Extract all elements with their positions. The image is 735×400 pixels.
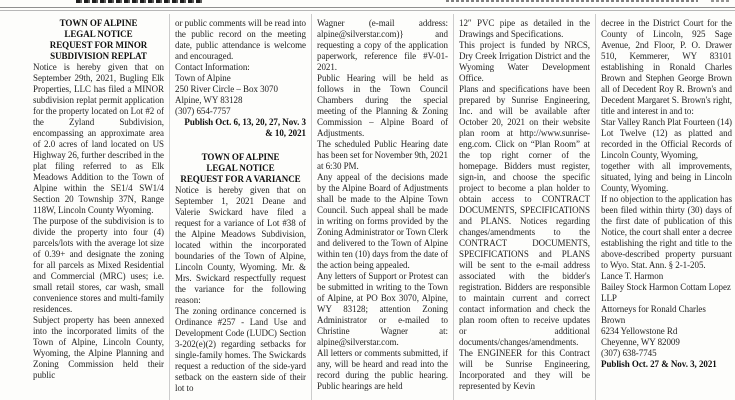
- address-line: Attorneys for Ronald Charles Brown: [601, 304, 706, 325]
- notice-paragraph: Star Valley Ranch Plat Fourteen (14) Lot Twelve (12) as platted and recorded in the Official Records of Lincoln County, Wyoming,: [601, 117, 732, 160]
- header-double-rule: [0, 7, 735, 11]
- notice-paragraph: The purpose of the subdivision is to divide the property into four (4) parcels/lots with the average lot size of 0.39+ and designate the zoning for all parcels as Mixed Residential and Commercial (MRC) uses; i.e. small retail stores, car wash, small convenience stores and multi-family residences.: [33, 216, 164, 314]
- newspaper-column: [33, 14, 164, 400]
- address-line: 250 River Circle – Box 3070: [175, 84, 278, 94]
- clipped-header-fragment-right: [446, 0, 698, 2]
- notice-heading: [33, 18, 164, 62]
- notice-paragraph: Plans and specifications have been prepared by Sunrise Engineering, Inc. and will be available after October 20, 2021 on their website plan room at http://www.sunrise-eng.com. Click on “Plan Room” at the top right corner of the homepage. Bidders must register, sign-in, and choose the specific project to become a plan holder to obtain access to CONTRACT DOCUMENTS, SPECIFICATIONS and PLANS. Notices regarding changes/amendments to the CONTRACT DOCUMENTS, SPECIFICATIONS and PLANS will be sent to the e-mail address associated with the bidder's registration. Bidders are responsible to maintain current and correct contact information and check the plan room often to receive updates or additional documents/changes/amendments. The ENGINEER for this Contract will be Sunrise Engineering, Incorporated and they will be represented by Kevin: [459, 84, 590, 391]
- notice-heading-line: TOWN OF ALPINE: [59, 18, 138, 28]
- notice-paragraph: Wagner (e-mail address: alpine@silverstar.com)} and requesting a copy of the application paperwork, reference file #V-01-2021.: [317, 18, 448, 72]
- address-line: (307) 638-7745: [601, 348, 657, 358]
- newspaper-column: [601, 14, 732, 400]
- notice-paragraph: or public comments will be read into the public record on the meeting date, public attendance is welcome and encouraged.: [175, 18, 306, 61]
- notice-paragraph: Public Hearing will be held as follows in the Town Council Chambers during the special meeting of the Planning & Zoning Commission – Alpine Board of Adjustments.: [317, 73, 448, 138]
- address-block: [175, 62, 306, 117]
- notice-paragraph: Subject property has been annexed into the incorporated limits of the Town of Alpine, Lincoln County, Wyoming, the Alpine Planning and Zoning Commission held their public: [33, 315, 164, 380]
- notice-paragraph: decree in the District Court for the County of Lincoln, 925 Sage Avenue, 2nd Floor, P. O. Drawer 510, Kemmerer, WY 83101 establishing in Ronald Charles Brown and Stephen George Brown all of Decedent Roy R. Brown's and Decedent Margaret S. Brown's right, title and interest in and to:: [601, 18, 732, 116]
- address-line: 6234 Yellowstone Rd: [601, 326, 678, 336]
- address-line: Town of Alpine: [175, 73, 231, 83]
- notice-heading-line: LEGAL NOTICE: [206, 163, 275, 173]
- notice-paragraph: If no objection to the application has been filed within thirty (30) days of the first date of publication of this Notice, the court shall enter a decree establishing the right and title to the above-described property pursuant to Wyo. Stat. Ann. § 2-1-205.: [601, 194, 732, 270]
- address-block: [601, 271, 732, 359]
- publish-line: Publish Oct. 6, 13, 20, 27, Nov. 3 & 10, 2021: [184, 117, 306, 138]
- clipped-header-fragment-left: [76, 0, 204, 3]
- notice-paragraph: This project is funded by NRCS, Dry Creek Irrigation District and the Wyoming Water Development Office.: [459, 40, 590, 83]
- address-line: (307) 654-7757: [175, 106, 231, 116]
- notice-heading-line: LEGAL NOTICE: [64, 29, 133, 39]
- address-line: Bailey Stock Harmon Cottam Lopez LLP: [601, 282, 731, 303]
- notice-paragraph: Any appeal of the decisions made by the Alpine Board of Adjustments shall be made to the Alpine Town Council. Such appeal shall be made in writing on forms provided by the Zoning Administrator or Town Clerk and delivered to the Town of Alpine within ten (10) days from the date of the action being appealed.: [317, 172, 448, 270]
- column-rule: [453, 14, 454, 400]
- notice-paragraph: Notice is hereby given that on September 29th, 2021, Bugling Elk Properties, LLC has filed a MINOR subdivision replat permit application for the property located on Lot #2 of the Zyland Subdivision, encompassing an approximate area of 2.0 acres of land located on US Highway 26, further described in the plat filing referred to as Elk Meadows Addition to the Town of Alpine within the SE1/4 SW1/4 Section 20 Township 37N, Range 118W, Lincoln County Wyoming.: [33, 62, 164, 215]
- newspaper-column: [317, 14, 448, 400]
- address-line: Lance T. Harmon: [601, 271, 664, 281]
- publish-line: Publish Oct. 27 & Nov. 3, 2021: [601, 359, 717, 369]
- notice-heading: [175, 152, 306, 185]
- address-line: Cheyenne, WY 82009: [601, 337, 680, 347]
- legal-notices-columns: [33, 14, 732, 400]
- column-rule: [595, 14, 596, 400]
- notice-paragraph: Notice is hereby given that on September 1, 2021 Deane and Valerie Swickard have filed a request for a variance of Lot #38 of the Alpine Meadows Subdivision, located within the incorporated boundaries of the Town of Alpine, Lincoln County, Wyoming. Mr. & Mrs. Swickard respectfully request the variance for the following reason:: [175, 185, 306, 305]
- column-rule: [311, 14, 312, 400]
- newspaper-column: [459, 14, 590, 400]
- notice-heading-line: REQUEST FOR A VARIANCE: [180, 174, 301, 184]
- newspaper-column: [175, 14, 306, 400]
- notice-heading-line: TOWN OF ALPINE: [201, 152, 280, 162]
- clipped-header-fragment-corner: [711, 0, 731, 2]
- address-line: Alpine, WY 83128: [175, 95, 243, 105]
- notice-paragraph: together with all improvements, situated, lying and being in Lincoln County, Wyoming.: [601, 161, 732, 193]
- notice-heading-line: REQUEST FOR MINOR: [49, 40, 148, 50]
- notice-paragraph: 12″ PVC pipe as detailed in the Drawings and Specifications.: [459, 18, 590, 39]
- notice-paragraph: The scheduled Public Hearing date has been set for November 9th, 2021 at 6:30 PM.: [317, 139, 448, 171]
- notice-paragraph: The zoning ordinance concerned is Ordinance #257 - Land Use and Development Code (LUDC) Section 3-202(e)(2) regarding setbacks for single-family homes. The Swickards request a reduction of the side-yard setback on the eastern side of their lot to: [175, 306, 306, 393]
- notice-paragraph: All letters or comments submitted, if any, will be heard and read into the record during the public hearing. Public hearings are held: [317, 348, 448, 391]
- column-rule: [169, 14, 170, 400]
- notice-heading-line: SUBDIVISION REPLAT: [50, 51, 147, 61]
- address-line: Contact Information:: [175, 62, 250, 72]
- notice-paragraph: Any letters of Support or Protest can be submitted in writing to the Town of Alpine, at PO Box 3070, Alpine, WY 83128; attention Zoning Administrator or e-mailed to Christine Wagner at: alpine@silverstar.com.: [317, 271, 448, 347]
